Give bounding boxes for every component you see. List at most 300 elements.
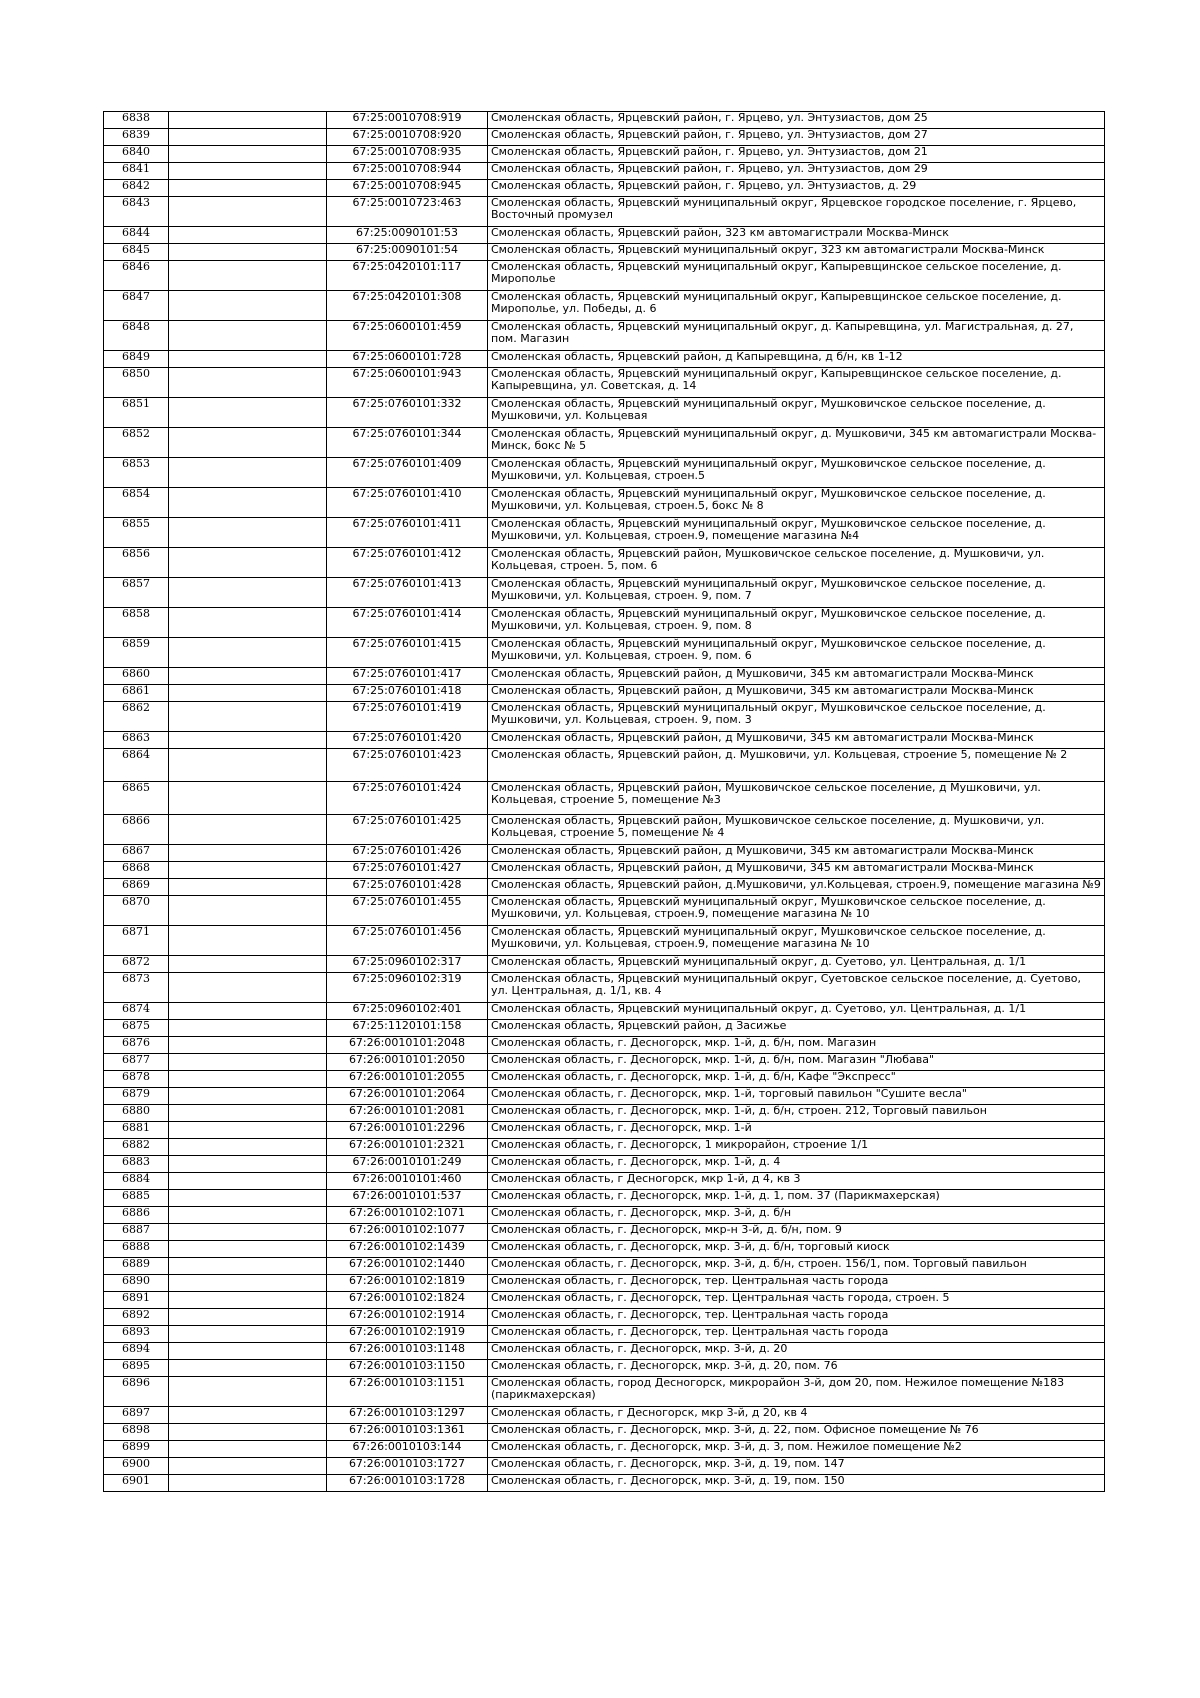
- address: Смоленская область, Ярцевский район, г. Ярцево, ул. Энтузиастов, дом 21: [488, 146, 1105, 163]
- address: Смоленская область, г. Десногорск, 1 микрорайон, строение 1/1: [488, 1139, 1105, 1156]
- cadastral-number: 67:26:0010103:1728: [327, 1475, 488, 1492]
- cadastral-number: 67:26:0010103:1361: [327, 1424, 488, 1441]
- address: Смоленская область, Ярцевский район, Мушковичское сельское поселение, д. Мушковичи, ул. Кольцевая, строен. 5, пом. 6: [488, 548, 1105, 578]
- cadastral-number: 67:25:0090101:53: [327, 227, 488, 244]
- address: Смоленская область, г. Десногорск, мкр. 1-й, д. б/н, Кафе "Экспресс": [488, 1071, 1105, 1088]
- empty-cell: [169, 146, 327, 163]
- table-row: [104, 782, 1105, 815]
- table-row: [104, 1241, 1105, 1258]
- address: Смоленская область, Ярцевский муниципальный округ, д. Капыревщина, ул. Магистральная, д. 27, пом. Магазин: [488, 321, 1105, 351]
- empty-cell: [169, 1326, 327, 1343]
- cadastral-number: 67:26:0010103:1151: [327, 1377, 488, 1407]
- row-number: 6867: [104, 845, 169, 862]
- cadastral-number: 67:26:0010101:2050: [327, 1054, 488, 1071]
- row-number: 6878: [104, 1071, 169, 1088]
- table-row: [104, 1139, 1105, 1156]
- address: Смоленская область, г Десногорск, мкр 1-й, д 4, кв 3: [488, 1173, 1105, 1190]
- empty-cell: [169, 1309, 327, 1326]
- row-number: 6882: [104, 1139, 169, 1156]
- table-row: [104, 112, 1105, 129]
- table-row: [104, 129, 1105, 146]
- address: Смоленская область, Ярцевский район, г. Ярцево, ул. Энтузиастов, дом 29: [488, 163, 1105, 180]
- address: Смоленская область, Ярцевский район, Мушковичское сельское поселение, д. Мушковичи, ул. Кольцевая, строение 5, помещение № 4: [488, 815, 1105, 845]
- empty-cell: [169, 749, 327, 782]
- row-number: 6868: [104, 862, 169, 879]
- address: Смоленская область, г. Десногорск, мкр. 3-й, д. 20: [488, 1343, 1105, 1360]
- empty-cell: [169, 1105, 327, 1122]
- address: Смоленская область, Ярцевский муниципальный округ, 323 км автомагистрали Москва-Минск: [488, 244, 1105, 261]
- address: Смоленская область, г. Десногорск, мкр. 3-й, д. 19, пом. 147: [488, 1458, 1105, 1475]
- row-number: 6842: [104, 180, 169, 197]
- row-number: 6890: [104, 1275, 169, 1292]
- row-number: 6896: [104, 1377, 169, 1407]
- cadastral-number: 67:25:0960102:401: [327, 1003, 488, 1020]
- table-row: [104, 1207, 1105, 1224]
- cadastral-number: 67:26:0010102:1914: [327, 1309, 488, 1326]
- empty-cell: [169, 428, 327, 458]
- row-number: 6879: [104, 1088, 169, 1105]
- table-row: [104, 1475, 1105, 1492]
- address: Смоленская область, город Десногорск, микрорайон 3-й, дом 20, пом. Нежилое помещение №183 (парикмахерская): [488, 1377, 1105, 1407]
- registry-table: [103, 111, 1105, 1492]
- empty-cell: [169, 1173, 327, 1190]
- table-row: [104, 1424, 1105, 1441]
- row-number: 6887: [104, 1224, 169, 1241]
- empty-cell: [169, 1207, 327, 1224]
- cadastral-number: 67:25:0010723:463: [327, 197, 488, 227]
- table-row: [104, 1088, 1105, 1105]
- row-number: 6884: [104, 1173, 169, 1190]
- address: Смоленская область, Ярцевский муниципальный округ, Капыревщинское сельское поселение, д. Капыревщина, ул. Советская, д. 14: [488, 368, 1105, 398]
- cadastral-number: 67:26:0010101:537: [327, 1190, 488, 1207]
- table-row: [104, 163, 1105, 180]
- table-row: [104, 244, 1105, 261]
- cadastral-number: 67:25:0760101:423: [327, 749, 488, 782]
- row-number: 6875: [104, 1020, 169, 1037]
- address: Смоленская область, Ярцевский муниципальный округ, Мушковичское сельское поселение, д. Мушковичи, ул. Кольцевая, строен. 9, пом. 3: [488, 702, 1105, 732]
- row-number: 6886: [104, 1207, 169, 1224]
- address: Смоленская область, г. Десногорск, мкр. 3-й, д. б/н: [488, 1207, 1105, 1224]
- empty-cell: [169, 815, 327, 845]
- address: Смоленская область, г. Десногорск, мкр. 3-й, д. 20, пом. 76: [488, 1360, 1105, 1377]
- empty-cell: [169, 321, 327, 351]
- empty-cell: [169, 518, 327, 548]
- table-row: [104, 488, 1105, 518]
- table-row: [104, 1156, 1105, 1173]
- row-number: 6843: [104, 197, 169, 227]
- cadastral-number: 67:25:0760101:412: [327, 548, 488, 578]
- address: Смоленская область, Ярцевский район, д Мушковичи, 345 км автомагистрали Москва-Минск: [488, 845, 1105, 862]
- address: Смоленская область, г. Десногорск, мкр. 3-й, д. 3, пом. Нежилое помещение №2: [488, 1441, 1105, 1458]
- address: Смоленская область, Ярцевский район, д Мушковичи, 345 км автомагистрали Москва-Минск: [488, 668, 1105, 685]
- table-row: [104, 1377, 1105, 1407]
- empty-cell: [169, 1020, 327, 1037]
- row-number: 6865: [104, 782, 169, 815]
- cadastral-number: 67:26:0010102:1439: [327, 1241, 488, 1258]
- cadastral-number: 67:26:0010103:144: [327, 1441, 488, 1458]
- cadastral-number: 67:26:0010103:1727: [327, 1458, 488, 1475]
- address: Смоленская область, Ярцевский район, д.Мушковичи, ул.Кольцевая, строен.9, помещение магазина №9: [488, 879, 1105, 896]
- table-row: [104, 1003, 1105, 1020]
- row-number: 6856: [104, 548, 169, 578]
- row-number: 6859: [104, 638, 169, 668]
- row-number: 6873: [104, 973, 169, 1003]
- table-row: [104, 197, 1105, 227]
- cadastral-number: 67:26:0010101:2055: [327, 1071, 488, 1088]
- address: Смоленская область, г. Десногорск, мкр-н 3-й, д. б/н, пом. 9: [488, 1224, 1105, 1241]
- empty-cell: [169, 956, 327, 973]
- row-number: 6900: [104, 1458, 169, 1475]
- address: Смоленская область, г. Десногорск, мкр. 1-й, д. 4: [488, 1156, 1105, 1173]
- row-number: 6854: [104, 488, 169, 518]
- empty-cell: [169, 668, 327, 685]
- table-row: [104, 973, 1105, 1003]
- empty-cell: [169, 1139, 327, 1156]
- cadastral-number: 67:25:0760101:411: [327, 518, 488, 548]
- empty-cell: [169, 973, 327, 1003]
- row-number: 6863: [104, 732, 169, 749]
- address: Смоленская область, Ярцевский муниципальный округ, Мушковичское сельское поселение, д. Мушковичи, ул. Кольцевая, строен. 9, пом. 6: [488, 638, 1105, 668]
- address: Смоленская область, г. Десногорск, мкр. 3-й, д. б/н, строен. 156/1, пом. Торговый павильон: [488, 1258, 1105, 1275]
- empty-cell: [169, 129, 327, 146]
- table-row: [104, 845, 1105, 862]
- table-row: [104, 732, 1105, 749]
- address: Смоленская область, г. Десногорск, тер. Центральная часть города: [488, 1309, 1105, 1326]
- cadastral-number: 67:26:0010101:249: [327, 1156, 488, 1173]
- address: Смоленская область, Ярцевский муниципальный округ, Мушковичское сельское поселение, д. Мушковичи, ул. Кольцевая: [488, 398, 1105, 428]
- row-number: 6855: [104, 518, 169, 548]
- address: Смоленская область, г. Десногорск, мкр. 3-й, д. б/н, торговый киоск: [488, 1241, 1105, 1258]
- table-row: [104, 458, 1105, 488]
- cadastral-number: 67:25:0760101:332: [327, 398, 488, 428]
- table-row: [104, 1326, 1105, 1343]
- empty-cell: [169, 351, 327, 368]
- row-number: 6846: [104, 261, 169, 291]
- address: Смоленская область, г. Десногорск, тер. Центральная часть города: [488, 1275, 1105, 1292]
- address: Смоленская область, г Десногорск, мкр 3-й, д 20, кв 4: [488, 1407, 1105, 1424]
- table-row: [104, 638, 1105, 668]
- cadastral-number: 67:25:0760101:410: [327, 488, 488, 518]
- address: Смоленская область, г. Десногорск, мкр. 1-й, д. б/н, пом. Магазин: [488, 1037, 1105, 1054]
- address: Смоленская область, Ярцевский район, г. Ярцево, ул. Энтузиастов, д. 29: [488, 180, 1105, 197]
- empty-cell: [169, 685, 327, 702]
- row-number: 6870: [104, 896, 169, 926]
- row-number: 6893: [104, 1326, 169, 1343]
- table-row: [104, 518, 1105, 548]
- empty-cell: [169, 1088, 327, 1105]
- table-row: [104, 321, 1105, 351]
- empty-cell: [169, 291, 327, 321]
- address: Смоленская область, Ярцевский муниципальный округ, Мушковичское сельское поселение, д. Мушковичи, ул. Кольцевая, строен. 9, пом. 7: [488, 578, 1105, 608]
- cadastral-number: 67:25:0760101:456: [327, 926, 488, 956]
- address: Смоленская область, Ярцевский муниципальный округ, д. Суетово, ул. Центральная, д. 1/1: [488, 1003, 1105, 1020]
- empty-cell: [169, 1458, 327, 1475]
- empty-cell: [169, 548, 327, 578]
- cadastral-number: 67:25:0760101:417: [327, 668, 488, 685]
- cadastral-number: 67:25:0600101:459: [327, 321, 488, 351]
- row-number: 6881: [104, 1122, 169, 1139]
- cadastral-number: 67:25:0760101:344: [327, 428, 488, 458]
- table-row: [104, 578, 1105, 608]
- row-number: 6874: [104, 1003, 169, 1020]
- empty-cell: [169, 1054, 327, 1071]
- empty-cell: [169, 163, 327, 180]
- table-row: [104, 685, 1105, 702]
- address: Смоленская область, Ярцевский муниципальный округ, Мушковичское сельское поселение, д. Мушковичи, ул. Кольцевая, строен.5: [488, 458, 1105, 488]
- cadastral-number: 67:26:0010102:1919: [327, 1326, 488, 1343]
- table-row: [104, 180, 1105, 197]
- table-row: [104, 1122, 1105, 1139]
- address: Смоленская область, г. Десногорск, мкр. 1-й, д. 1, пом. 37 (Парикмахерская): [488, 1190, 1105, 1207]
- address: Смоленская область, Ярцевский муниципальный округ, Мушковичское сельское поселение, д. Мушковичи, ул. Кольцевая, строен.5, бокс № 8: [488, 488, 1105, 518]
- row-number: 6839: [104, 129, 169, 146]
- row-number: 6892: [104, 1309, 169, 1326]
- empty-cell: [169, 227, 327, 244]
- address: Смоленская область, Ярцевский район, д. Мушковичи, ул. Кольцевая, строение 5, помещение № 2: [488, 749, 1105, 782]
- empty-cell: [169, 180, 327, 197]
- table-row: [104, 956, 1105, 973]
- row-number: 6895: [104, 1360, 169, 1377]
- table-row: [104, 1173, 1105, 1190]
- empty-cell: [169, 896, 327, 926]
- address: Смоленская область, Ярцевский муниципальный округ, Мушковичское сельское поселение, д. Мушковичи, ул. Кольцевая, строен.9, помещение магазина № 10: [488, 896, 1105, 926]
- empty-cell: [169, 112, 327, 129]
- address: Смоленская область, Ярцевский муниципальный округ, д. Мушковичи, 345 км автомагистрали Москва-Минск, бокс № 5: [488, 428, 1105, 458]
- registry-table-body: [104, 112, 1105, 1492]
- row-number: 6850: [104, 368, 169, 398]
- cadastral-number: 67:25:0760101:455: [327, 896, 488, 926]
- empty-cell: [169, 197, 327, 227]
- row-number: 6869: [104, 879, 169, 896]
- empty-cell: [169, 1037, 327, 1054]
- table-row: [104, 398, 1105, 428]
- empty-cell: [169, 368, 327, 398]
- address: Смоленская область, Ярцевский муниципальный округ, д. Суетово, ул. Центральная, д. 1/1: [488, 956, 1105, 973]
- cadastral-number: 67:25:0600101:728: [327, 351, 488, 368]
- row-number: 6898: [104, 1424, 169, 1441]
- empty-cell: [169, 458, 327, 488]
- empty-cell: [169, 398, 327, 428]
- cadastral-number: 67:25:0090101:54: [327, 244, 488, 261]
- empty-cell: [169, 1343, 327, 1360]
- empty-cell: [169, 638, 327, 668]
- table-row: [104, 1224, 1105, 1241]
- empty-cell: [169, 782, 327, 815]
- row-number: 6891: [104, 1292, 169, 1309]
- cadastral-number: 67:26:0010101:460: [327, 1173, 488, 1190]
- table-row: [104, 291, 1105, 321]
- row-number: 6847: [104, 291, 169, 321]
- row-number: 6861: [104, 685, 169, 702]
- cadastral-number: 67:25:0010708:919: [327, 112, 488, 129]
- row-number: 6866: [104, 815, 169, 845]
- empty-cell: [169, 1360, 327, 1377]
- row-number: 6848: [104, 321, 169, 351]
- table-row: [104, 1258, 1105, 1275]
- cadastral-number: 67:25:1120101:158: [327, 1020, 488, 1037]
- table-row: [104, 1441, 1105, 1458]
- row-number: 6888: [104, 1241, 169, 1258]
- row-number: 6876: [104, 1037, 169, 1054]
- row-number: 6838: [104, 112, 169, 129]
- table-row: [104, 1105, 1105, 1122]
- empty-cell: [169, 244, 327, 261]
- cadastral-number: 67:26:0010102:1071: [327, 1207, 488, 1224]
- table-row: [104, 1071, 1105, 1088]
- row-number: 6844: [104, 227, 169, 244]
- cadastral-number: 67:26:0010103:1297: [327, 1407, 488, 1424]
- cadastral-number: 67:25:0760101:415: [327, 638, 488, 668]
- empty-cell: [169, 702, 327, 732]
- row-number: 6872: [104, 956, 169, 973]
- row-number: 6841: [104, 163, 169, 180]
- table-row: [104, 749, 1105, 782]
- table-row: [104, 351, 1105, 368]
- address: Смоленская область, г. Десногорск, мкр. 1-й, торговый павильон "Сушите весла": [488, 1088, 1105, 1105]
- empty-cell: [169, 1156, 327, 1173]
- table-row: [104, 608, 1105, 638]
- cadastral-number: 67:25:0760101:414: [327, 608, 488, 638]
- row-number: 6871: [104, 926, 169, 956]
- cadastral-number: 67:25:0010708:945: [327, 180, 488, 197]
- address: Смоленская область, г. Десногорск, мкр. 1-й, д. б/н, пом. Магазин "Любава": [488, 1054, 1105, 1071]
- table-row: [104, 1037, 1105, 1054]
- table-row: [104, 1458, 1105, 1475]
- cadastral-number: 67:25:0760101:419: [327, 702, 488, 732]
- address: Смоленская область, Ярцевский район, д Мушковичи, 345 км автомагистрали Москва-Минск: [488, 862, 1105, 879]
- table-row: [104, 368, 1105, 398]
- address: Смоленская область, Ярцевский муниципальный округ, Мушковичское сельское поселение, д. Мушковичи, ул. Кольцевая, строен.9, помещение магазина №4: [488, 518, 1105, 548]
- cadastral-number: 67:25:0010708:944: [327, 163, 488, 180]
- row-number: 6862: [104, 702, 169, 732]
- address: Смоленская область, Ярцевский муниципальный округ, Капыревщинское сельское поселение, д. Мирополье: [488, 261, 1105, 291]
- empty-cell: [169, 1122, 327, 1139]
- empty-cell: [169, 862, 327, 879]
- address: Смоленская область, Ярцевский муниципальный округ, Капыревщинское сельское поселение, д. Мирополье, ул. Победы, д. 6: [488, 291, 1105, 321]
- address: Смоленская область, Ярцевский муниципальный округ, Мушковичское сельское поселение, д. Мушковичи, ул. Кольцевая, строен. 9, пом. 8: [488, 608, 1105, 638]
- cadastral-number: 67:26:0010102:1077: [327, 1224, 488, 1241]
- cadastral-number: 67:25:0420101:117: [327, 261, 488, 291]
- row-number: 6840: [104, 146, 169, 163]
- table-row: [104, 1190, 1105, 1207]
- row-number: 6860: [104, 668, 169, 685]
- empty-cell: [169, 1258, 327, 1275]
- row-number: 6889: [104, 1258, 169, 1275]
- empty-cell: [169, 578, 327, 608]
- cadastral-number: 67:25:0760101:424: [327, 782, 488, 815]
- row-number: 6901: [104, 1475, 169, 1492]
- address: Смоленская область, г. Десногорск, мкр. 1-й: [488, 1122, 1105, 1139]
- cadastral-number: 67:25:0760101:427: [327, 862, 488, 879]
- address: Смоленская область, Ярцевский район, д Мушковичи, 345 км автомагистрали Москва-Минск: [488, 732, 1105, 749]
- empty-cell: [169, 1424, 327, 1441]
- empty-cell: [169, 1377, 327, 1407]
- row-number: 6880: [104, 1105, 169, 1122]
- address: Смоленская область, г. Десногорск, тер. Центральная часть города, строен. 5: [488, 1292, 1105, 1309]
- address: Смоленская область, Ярцевский район, д Засижье: [488, 1020, 1105, 1037]
- empty-cell: [169, 1190, 327, 1207]
- empty-cell: [169, 1275, 327, 1292]
- table-row: [104, 1360, 1105, 1377]
- address: Смоленская область, г. Десногорск, мкр. 1-й, д. б/н, строен. 212, Торговый павильон: [488, 1105, 1105, 1122]
- cadastral-number: 67:25:0760101:413: [327, 578, 488, 608]
- cadastral-number: 67:25:0760101:428: [327, 879, 488, 896]
- empty-cell: [169, 261, 327, 291]
- empty-cell: [169, 488, 327, 518]
- table-row: [104, 548, 1105, 578]
- table-row: [104, 1407, 1105, 1424]
- table-row: [104, 896, 1105, 926]
- row-number: 6851: [104, 398, 169, 428]
- cadastral-number: 67:26:0010101:2064: [327, 1088, 488, 1105]
- empty-cell: [169, 845, 327, 862]
- table-row: [104, 1343, 1105, 1360]
- table-row: [104, 428, 1105, 458]
- row-number: 6857: [104, 578, 169, 608]
- cadastral-number: 67:25:0760101:420: [327, 732, 488, 749]
- empty-cell: [169, 879, 327, 896]
- row-number: 6852: [104, 428, 169, 458]
- table-row: [104, 702, 1105, 732]
- cadastral-number: 67:25:0010708:920: [327, 129, 488, 146]
- row-number: 6845: [104, 244, 169, 261]
- table-row: [104, 862, 1105, 879]
- cadastral-number: 67:26:0010101:2048: [327, 1037, 488, 1054]
- address: Смоленская область, Ярцевский район, г. Ярцево, ул. Энтузиастов, дом 25: [488, 112, 1105, 129]
- table-row: [104, 1020, 1105, 1037]
- address: Смоленская область, Ярцевский район, д Капыревщина, д б/н, кв 1-12: [488, 351, 1105, 368]
- cadastral-number: 67:25:0960102:317: [327, 956, 488, 973]
- empty-cell: [169, 1441, 327, 1458]
- address: Смоленская область, Ярцевский муниципальный округ, Мушковичское сельское поселение, д. Мушковичи, ул. Кольцевая, строен.9, помещение магазина № 10: [488, 926, 1105, 956]
- empty-cell: [169, 732, 327, 749]
- cadastral-number: 67:26:0010101:2081: [327, 1105, 488, 1122]
- cadastral-number: 67:26:0010102:1819: [327, 1275, 488, 1292]
- table-row: [104, 146, 1105, 163]
- address: Смоленская область, Ярцевский район, 323 км автомагистрали Москва-Минск: [488, 227, 1105, 244]
- row-number: 6864: [104, 749, 169, 782]
- row-number: 6853: [104, 458, 169, 488]
- address: Смоленская область, г. Десногорск, тер. Центральная часть города: [488, 1326, 1105, 1343]
- table-row: [104, 1275, 1105, 1292]
- cadastral-number: 67:26:0010101:2321: [327, 1139, 488, 1156]
- address: Смоленская область, Ярцевский район, Мушковичское сельское поселение, д Мушковичи, ул. Кольцевая, строение 5, помещение №3: [488, 782, 1105, 815]
- empty-cell: [169, 608, 327, 638]
- cadastral-number: 67:26:0010102:1440: [327, 1258, 488, 1275]
- empty-cell: [169, 1241, 327, 1258]
- row-number: 6899: [104, 1441, 169, 1458]
- cadastral-number: 67:26:0010103:1150: [327, 1360, 488, 1377]
- row-number: 6883: [104, 1156, 169, 1173]
- address: Смоленская область, Ярцевский район, г. Ярцево, ул. Энтузиастов, дом 27: [488, 129, 1105, 146]
- table-row: [104, 227, 1105, 244]
- table-row: [104, 1054, 1105, 1071]
- cadastral-number: 67:25:0600101:943: [327, 368, 488, 398]
- cadastral-number: 67:25:0760101:425: [327, 815, 488, 845]
- cadastral-number: 67:25:0760101:426: [327, 845, 488, 862]
- address: Смоленская область, г. Десногорск, мкр. 3-й, д. 19, пом. 150: [488, 1475, 1105, 1492]
- cadastral-number: 67:25:0760101:409: [327, 458, 488, 488]
- address: Смоленская область, Ярцевский муниципальный округ, Суетовское сельское поселение, д. Суетово, ул. Центральная, д. 1/1, кв. 4: [488, 973, 1105, 1003]
- cadastral-number: 67:26:0010103:1148: [327, 1343, 488, 1360]
- row-number: 6877: [104, 1054, 169, 1071]
- empty-cell: [169, 1071, 327, 1088]
- table-row: [104, 926, 1105, 956]
- empty-cell: [169, 1224, 327, 1241]
- cadastral-number: 67:25:0760101:418: [327, 685, 488, 702]
- row-number: 6858: [104, 608, 169, 638]
- table-row: [104, 879, 1105, 896]
